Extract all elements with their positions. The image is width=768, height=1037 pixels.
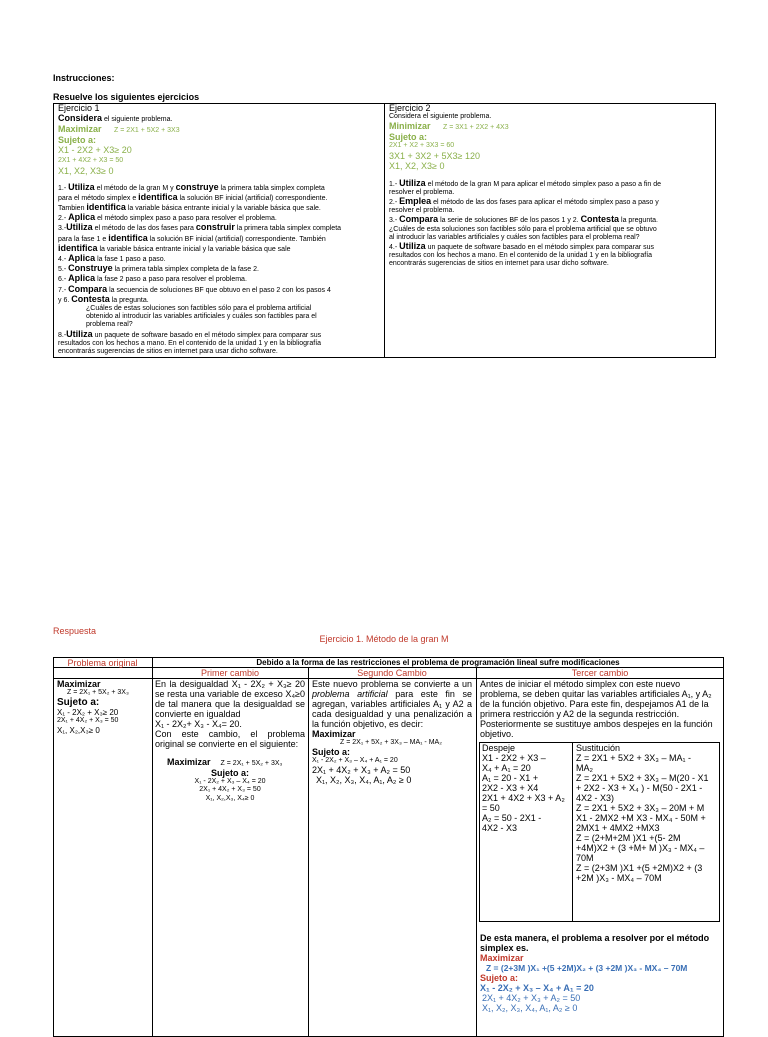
final-eq: Z = (2+3M )X₁ +(5 +2M)X₂ + (3 +2M )X₃ - MX₄ – 70M [486,963,688,973]
instruction-line: 4.- Aplica la fase 1 paso a paso. [58,253,166,264]
minimizar-label: Minimizar [389,121,431,132]
sujeto2-label: Sujeto a: [389,132,428,143]
ejercicio2-steps [389,179,714,269]
despeje-line: A₁ = 20 - X1 + [482,773,539,783]
instruction-line: resultados con los hechos a mano. En el contenido de la unidad 1 y en la bibliografía [58,339,322,347]
despeje-line: X₄ + A₁ = 20 [482,763,531,773]
header-primer: Primer cambio [200,668,259,678]
despeje-line: 4X2 - X3 [482,823,518,833]
tercer-cambio [480,679,720,739]
final-problem [480,933,720,1013]
final-c3: X₁, X₂, X₃, X₄, A₁, A₂ ≥ 0 [482,1003,578,1013]
segundo-sujeto: Sujeto a: [312,747,351,758]
segundo-max: Maximizar [312,729,356,739]
resuelve-heading: Resuelve los siguientes ejercicios [53,92,200,102]
segundo-eq: Z = 2X₁ + 5X₂ + 3X₃ – MA₁ - MA₂ [340,739,442,746]
instruction-line: y 6. Contesta la pregunta. [58,293,149,304]
instruction-line: resolver el problema. [389,207,455,215]
instruction-line: identifica la variable básica entrante inicial y la variable básica que sale [58,242,291,253]
ejercicio2-title: Ejercicio 2 [389,103,431,113]
header-original: Problema original [67,658,138,668]
question-line: problema real? [86,321,133,329]
maximizar-label: Maximizar [58,124,102,135]
col-divider-3 [476,667,477,1037]
segundo-c1: X₁ - 2X₂ + X₃ – X₄ + A₁ = 20 [312,757,398,765]
sustitucion-line: Z = 2X1 + 5X2 + 3X₃ – M(20 - X1 [576,773,709,783]
segundo-cambio [312,679,472,785]
despeje-lines [482,753,570,833]
instruction-line: 1.- Utiliza el método de la gran M para aplicar el método simplex paso a paso a fin de [389,177,662,188]
sustitucion-line: 4X2 - X3) [576,793,615,803]
despeje-col [482,743,570,833]
tercer-p1: Antes de iniciar el método simplex con este nuevo problema, se deben quitar las variables artificiales A₁, y A₂ de la función objetivo. Para este fin, despejamos A1 de la primera restricción y A2 de la segunda restricción. Posteriormente se sustituye ambos despejes en la función objetivo. [480,679,713,739]
instruction-line: 3.- Compara la serie de soluciones BF de los pasos 1 y 2. Contesta la pregunta. [389,214,658,225]
despeje-line: = 50 [482,803,500,813]
sustitucion-header: Sustitución [576,743,621,753]
segundo-p1b: para este fin se agregan, variables artificiales A₁ y A2 a cada desigualdad y una penalización a la función objetivo, es decir: [312,689,472,729]
instruction-line: 5.- Construye la primera tabla simplex completa de la fase 2. [58,263,259,274]
sujeto-label: Sujeto a: [58,135,97,146]
primer-c1: X₁ - 2X₂ + X₃ – X₄ = 20 [194,778,266,786]
sustitucion-line: Z = 2X1 + 5X2 + 3X₃ – 20M + M [576,803,705,813]
constraint-3: X1, X2, X3≥ 0 [58,165,114,176]
ejercicio1-title: Ejercicio 1 [58,103,100,113]
segundo-p1i: problema artificial [312,689,388,699]
sustitucion-line: Z = 2X1 + 5X2 + 3X₃ – MA₁ - [576,753,692,763]
orig-max: Maximizar [57,679,101,689]
objective-eq: Z = 2X1 + 5X2 + 3X3 [114,127,180,135]
segundo-c3: X₁, X₂, X₃, X₄, A₁, A₂ ≥ 0 [316,775,412,786]
instruction-line: 7.- Compara la secuencia de soluciones BF que obtuvo en el paso 2 con los pasos 4 [58,283,331,294]
col-divider-1 [152,657,153,1037]
sustitucion-line: 2MX1 + 4MX2 +MX3 [576,823,660,833]
orig-c1: X₁ - 2X₂ + X₃≥ 20 [57,708,119,718]
objective2-eq: Z = 3X1 + 2X2 + 4X3 [443,124,509,132]
instruction-line: 4.- Utiliza un paquete de software basado en el método simplex para comparar sus [389,241,655,252]
orig-c2: 2X₁ + 4X₂ + X₃ = 50 [57,717,119,725]
instruction-line: encontrarás sugerencias de sitios en internet para usar dicho software. [58,348,278,356]
question-line: ¿Cuáles de estas soluciones son factibles sólo para el problema artificial [86,305,312,313]
sustitucion-col [576,743,719,883]
ejercicio1-step8 [58,330,383,357]
primer-sujeto: Sujeto a: [210,768,249,779]
sustitucion-line: Z = (2+3M )X1 +(5 +2M)X2 + (3 [576,863,703,873]
ejercicio1-content [58,103,383,356]
considera2-text: Considera el siguiente problema. [389,113,492,120]
instruction-line: 8.-Utiliza un paquete de software basado en el método simplex para comparar sus [58,328,322,339]
instruction-line: ¿Cuáles de esta soluciones son factibles sólo para el problema artificial que se obtuvo [389,225,657,233]
instruction-line: para la fase 1 e identifica la solución BF inicial (artificial) correspondiente. También [58,232,326,243]
primer-c3: X₁, X₂,X₃, X₄≥ 0 [205,794,255,802]
final-sujeto: Sujeto a: [480,973,519,983]
constraint2-1: 2X1 + X2 + 3X3 = 60 [389,142,455,150]
primer-p3: Con este cambio, el problema original se convierte en el siguiente: [155,729,305,749]
instruction-line: Tambien identifica la variable básica entrante inicial y la variable básica que sale. [58,202,321,213]
sustitucion-line: X1 - 2MX2 +M X3 - MX₄ - 50M + [576,813,706,823]
respuesta-heading: Respuesta [53,626,97,636]
ejercicio1-question [58,305,383,330]
original-problem [57,679,150,735]
constraint-1: X1 - 2X2 + X3≥ 20 [58,145,132,156]
instruction-line: encontrarás sugerencias de sitios en internet para usar dicho software. [389,260,609,268]
primer-p2: X₁ - 2X₂+ X₃ - X₄= 20. [155,719,242,729]
instruction-line: 2.- Aplica el método simplex paso a paso para resolver el problema. [58,212,277,223]
considera-bold: Considera [58,113,103,123]
sustitucion-line: +4M)X2 + (3 +M+ M )X₃ - MX₄ – [576,843,705,853]
header-segundo: Segundo Cambio [357,668,427,678]
instruction-line: 1.- Utiliza el método de la gran M y construye la primera tabla simplex completa [58,181,325,192]
instruction-line: resolver el problema. [389,188,455,196]
final-c2: 2X₁ + 4X₂ + X₃ + A₂ = 50 [482,993,581,1003]
sustitucion-line: MA₂ [576,763,593,773]
final-max: Maximizar [480,953,524,963]
ejercicio1-method-title: Ejercicio 1. Método de la gran M [319,634,449,644]
primer-max: Maximizar [167,757,211,767]
ejercicio1-steps [58,183,383,305]
instruction-line: resultados con los hechos a mano. En el contenido de la unidad 1 y en la bibliografía [389,252,653,260]
instruction-line: para el método simplex e identifica la solución BF inicial (artificial) correspondiente. [58,191,328,202]
despeje-divider [572,742,573,922]
ejercicio2-content [389,103,714,269]
constraint2-2: 3X1 + 3X2 + 5X3≥ 120 [389,150,481,161]
sustitucion-line: Z = (2+M+2M )X1 +(5- 2M [576,833,681,843]
tercer-p2: De esta manera, el problema a resolver por el método simplex es. [480,933,710,953]
sustitucion-line: +2M )X₃ - MX₄ – 70M [576,873,662,883]
instruction-line: 2.- Emplea el método de las dos fases para aplicar el método simplex paso a paso y [389,196,659,207]
primer-c2: 2X₁ + 4X₂ + X₃ = 50 [199,786,261,794]
instruction-line: al introducir las variables artificiales y cuáles son factibles para el problema real? [389,233,640,241]
despeje-line: 2X2 - X3 + X4 [482,783,539,793]
segundo-p1a: Este nuevo problema se convierte a un [312,679,472,689]
header-debido: Debido a la forma de las restricciones el problema de programación lineal sufre modificaciones [256,658,620,667]
instrucciones-heading: Instrucciones: [53,73,115,83]
constraint2-3: X1, X2, X3≥ 0 [389,160,445,171]
final-c1: X₁ - 2X₂ + X₃ – X₄ + A₁ = 20 [480,983,594,993]
primer-cambio [155,679,305,803]
considera-text: el siguiente problema. [102,116,173,123]
header-tercer: Tercer cambio [571,668,629,678]
question-line: obtenido al introducir las variables artificiales y cuáles son factibles para el [86,313,317,321]
primer-eq: Z = 2X₁ + 5X₂ + 3X₃ [220,760,283,767]
despeje-line: A₂ = 50 - 2X1 - [482,813,542,823]
orig-c3: X₁, X₂,X₃≥ 0 [57,725,100,735]
primer-p1: En la desigualdad X₁ - 2X₂ + X₃≥ 20 se resta una variable de exceso X₄≥0 de tal manera que la desigualdad se convierte en igualdad [155,679,305,719]
segundo-c2: 2X₁ + 4X₂ + X₃ + A₂ = 50 [312,765,411,776]
despeje-line: X1 - 2X2 + X3 – [482,753,546,763]
despeje-line: 2X1 + 4X2 + X3 + A₂ [482,793,565,803]
despeje-header: Despeje [482,743,516,753]
orig-sujeto: Sujeto a: [57,697,100,709]
sustitucion-line: 70M [576,853,594,863]
orig-eq: Z = 2X₁ + 5X₂ + 3X₃ [67,689,129,696]
instruction-line: 6.- Aplica la fase 2 paso a paso para resolver el problema. [58,273,247,284]
sustitucion-line: + 2X2 - X3 + X₄ ) - M(50 - 2X1 - [576,783,703,793]
col-divider-2 [308,667,309,1037]
constraint-2: 2X1 + 4X2 + X3 = 50 [58,157,124,165]
sustitucion-lines [576,753,719,883]
instruction-line: 3.-Utiliza el método de las dos fases para construir la primera tabla simplex completa [58,222,342,233]
